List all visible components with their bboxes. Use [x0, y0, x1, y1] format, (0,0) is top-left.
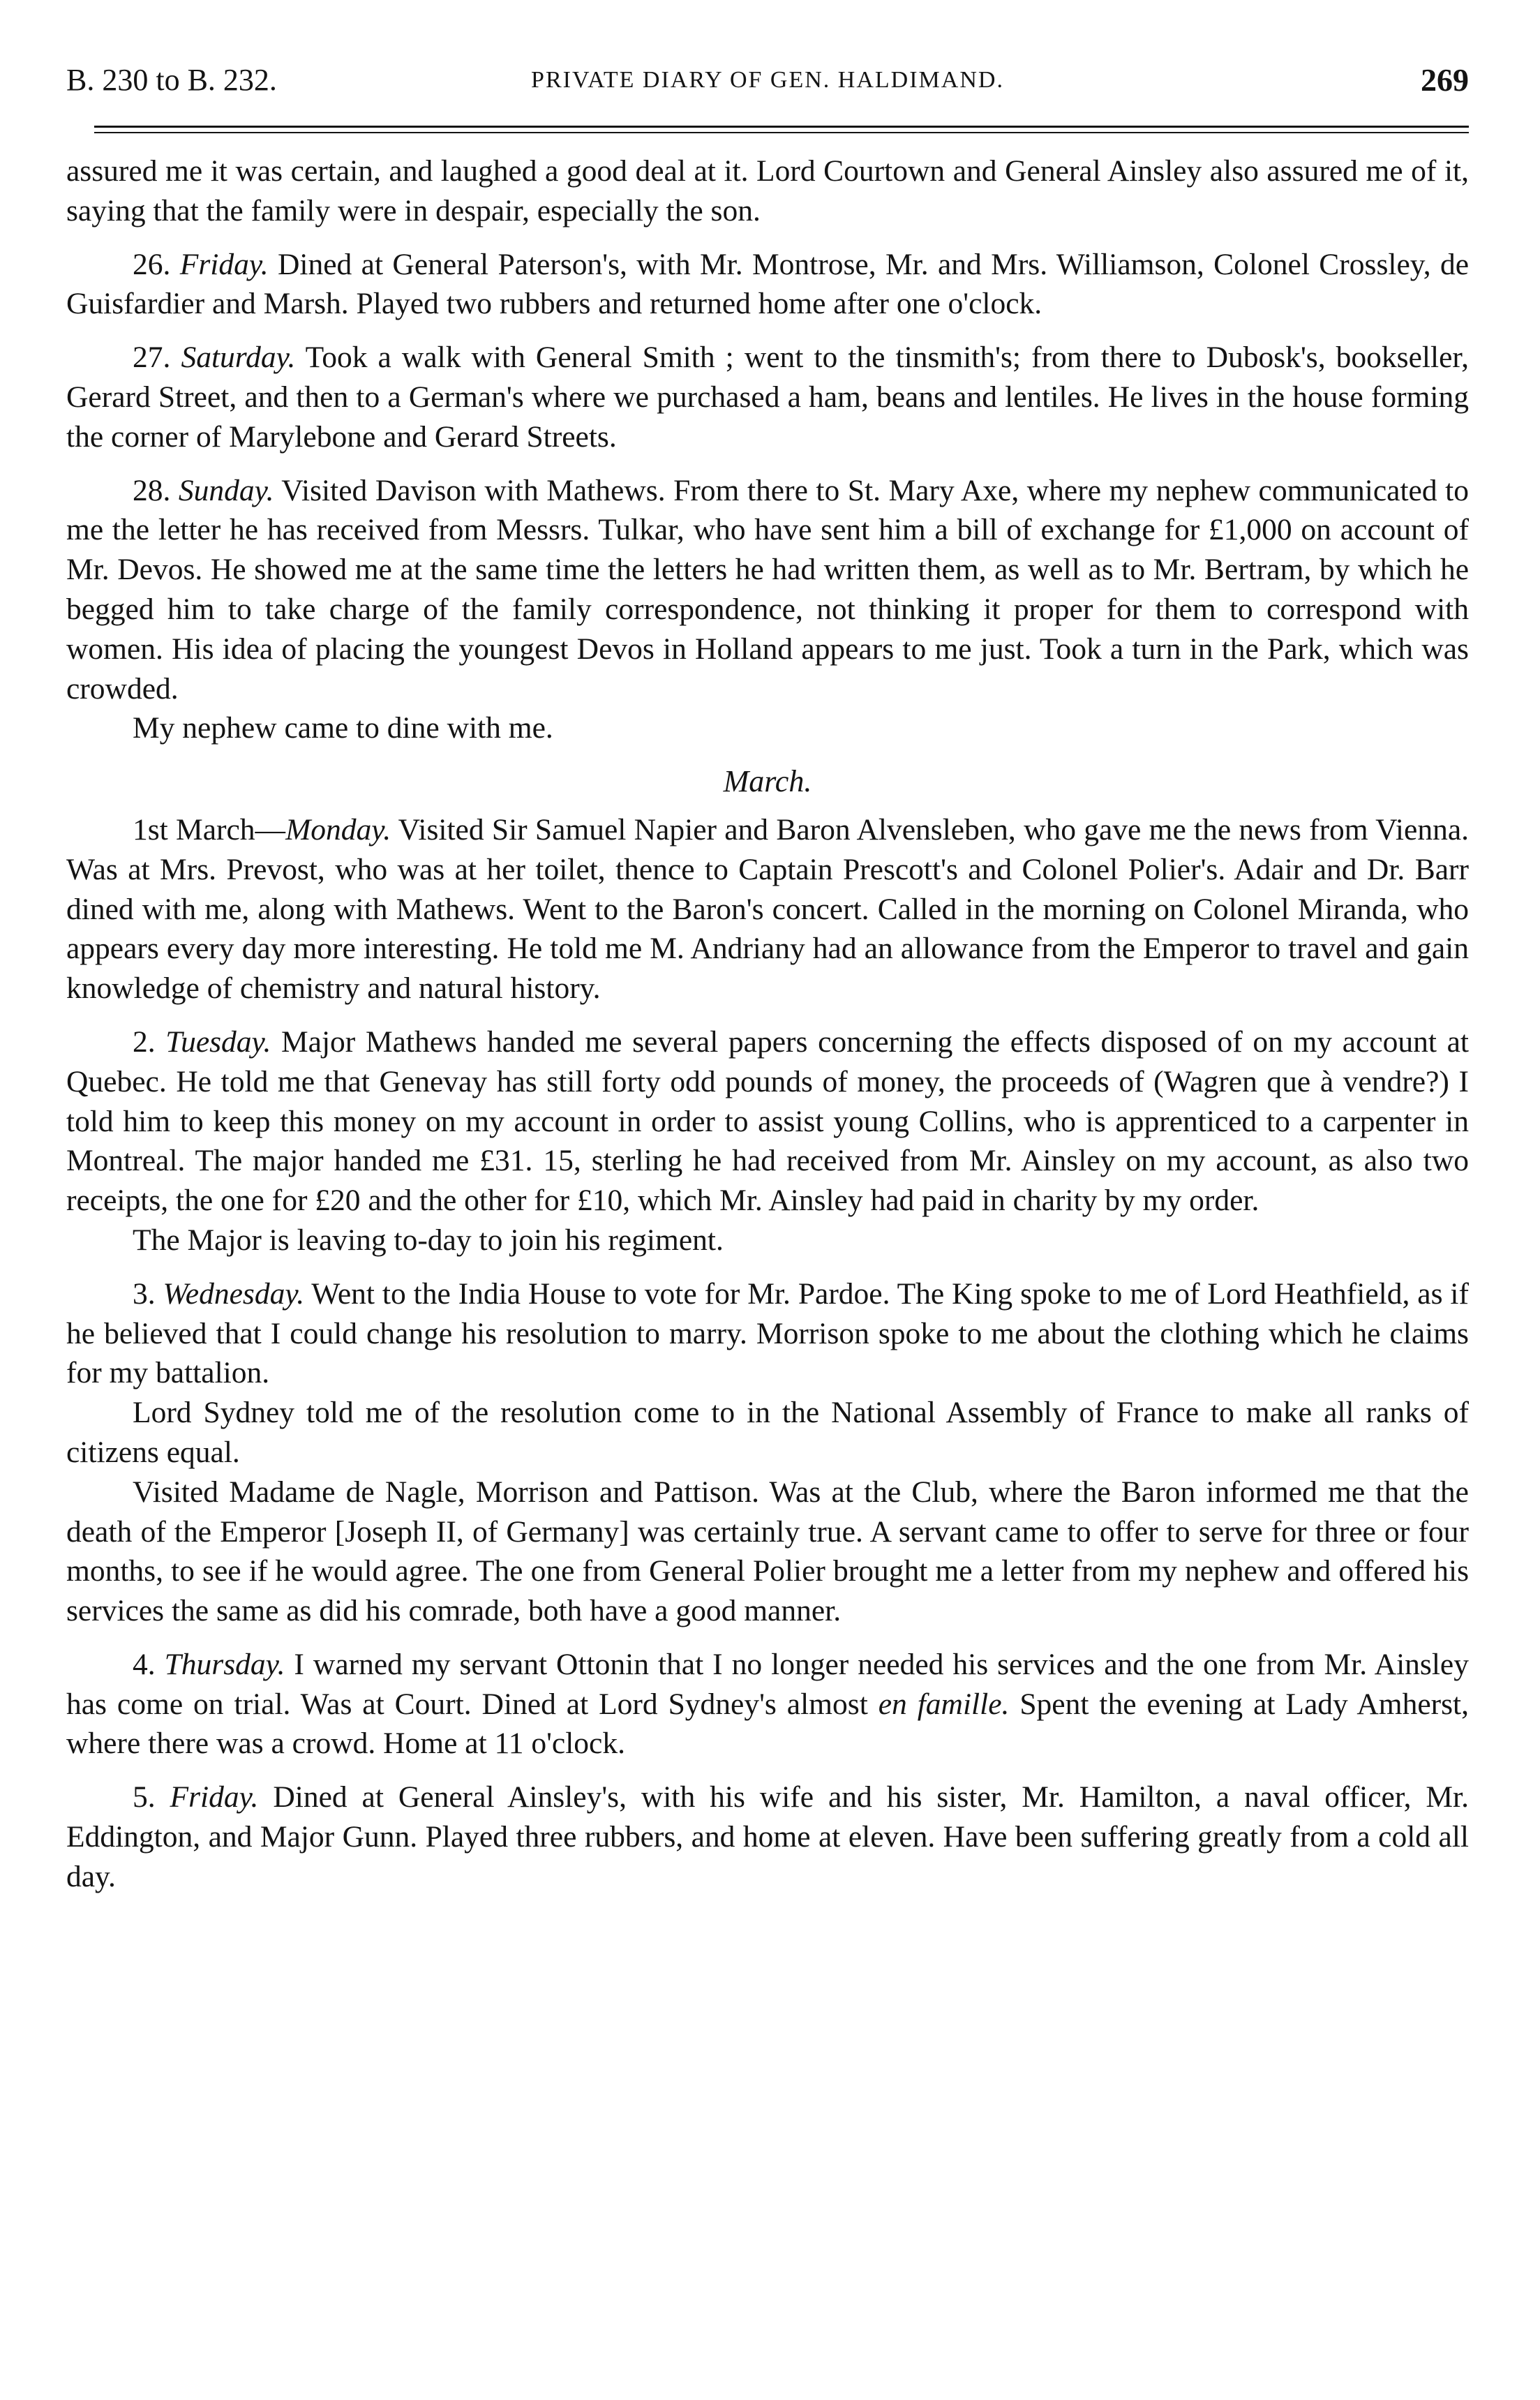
entry-text-continued: Spent the evening at Lady Amherst, where there was a crowd. Home at 11 o'clock. [66, 1687, 1469, 1761]
entry-day: Monday. [285, 812, 391, 847]
entry-day: Friday. [179, 247, 269, 281]
entry-date: 2. [133, 1024, 166, 1059]
entry-text: Dined at General Paterson's, with Mr. Montrose, Mr. and Mrs. Williamson, Colonel Crossley, de Guisfardier and Marsh. Played two rubbers and returned home after one o'clock. [66, 247, 1469, 321]
document-reference: B. 230 to B. 232. [66, 63, 277, 97]
paragraph-continued: assured me it was certain, and laughed a good deal at it. Lord Courtown and General Ainsley also assured me of it, saying that the family were in despair, especially the son. [66, 154, 1469, 228]
entry-text: I warned my servant Ottonin that I no longer needed his services and the one from Mr. Ainsley has come on trial. Was at Court. Dined at Lord Sydney's almost [66, 1647, 1469, 1721]
entry-text: Took a walk with General Smith ; went to the tinsmith's; from there to Dubosk's, bookseller, Gerard Street, and then to a German's where we purchased a ham, beans and lentiles. He lives in the house forming the corner of Marylebone and Gerard Streets. [66, 341, 1469, 454]
entry-day: Wednesday. [163, 1276, 305, 1311]
entry-mar-5 [66, 1777, 1469, 1896]
entry-feb-28-note: My nephew came to dine with me. [133, 711, 553, 745]
entry-text: Went to the India House to vote for Mr. Pardoe. The King spoke to me of Lord Heathfield, as if he believed that I could change his resolution to marry. Morrison spoke to me about the clothing which he claims for my battalion. [66, 1276, 1470, 1390]
entry-feb-27 [66, 338, 1469, 456]
document-page [66, 56, 1469, 2359]
entry-text: Visited Sir Samuel Napier and Baron Alvensleben, who gave me the news from Vienna. Was at Mrs. Prevost, who was at her toilet, thence to Captain Prescott's and Colonel Polier's. Adair and Dr. Barr dined with me, along with Mathews. Went to the Baron's concert. Called in the morning on Colonel Miranda, who appears every day more interesting. He told me M. Andriany had an allowance from the Emperor to travel and gain knowledge of chemistry and natural history. [66, 812, 1469, 1006]
entry-italic-phrase: en famille. [878, 1687, 1010, 1721]
running-title: PRIVATE DIARY OF GEN. HALDIMAND. [531, 67, 1004, 93]
entry-mar-1 [66, 810, 1469, 1008]
entry-mar-3-note-1: Lord Sydney told me of the resolution come to in the National Assembly of France to make all ranks of citizens equal. [66, 1396, 1469, 1469]
entry-date: 1st March— [133, 812, 286, 847]
entry-day: Saturday. [181, 341, 296, 375]
diary-text [66, 151, 1469, 1897]
entry-feb-26 [66, 245, 1469, 325]
page-number: 269 [1421, 62, 1469, 98]
header-rule [94, 126, 1469, 133]
entry-text: Dined at General Ainsley's, with his wife and his sister, Mr. Hamilton, a naval officer, Mr. Eddington, and Major Gunn. Played three rubbers, and home at eleven. Have been suffering greatly from a cold all day. [66, 1780, 1470, 1893]
entry-day: Thursday. [164, 1647, 285, 1681]
entry-date: 4. [133, 1647, 165, 1681]
entry-mar-2 [66, 1022, 1469, 1221]
entry-feb-28 [66, 471, 1469, 709]
entry-text: Visited Davison with Mathews. From there to St. Mary Axe, where my nephew communicated to me the letter he has received from Messrs. Tulkar, who have sent him a bill of exchange for £1,000 on account of Mr. Devos. He showed me at the same time the letters he had written them, as well as to Mr. Bertram, by which he begged him to take charge of the family correspondence, not thinking it proper for them to correspond with women. His idea of placing the youngest Devos in Holland appears to me just. Took a turn in the Park, which was crowded. [66, 473, 1469, 706]
entry-date: 5. [133, 1780, 170, 1814]
entry-date: 28. [133, 473, 179, 507]
entry-text: Major Mathews handed me several papers concerning the effects disposed of on my account at Quebec. He told me that Genevay has still forty odd pounds of money, the proceeds of (Wagren que à vendre?) I told him to keep this money on my account in order to assist young Collins, who is apprenticed to a carpenter in Montreal. The major handed me £31. 15, sterling he had received from Mr. Ainsley on my account, as also two receipts, the one for £20 and the other for £10, which Mr. Ainsley had paid in charity by my order. [66, 1024, 1469, 1218]
entry-date: 26. [133, 247, 180, 281]
entry-day: Tuesday. [165, 1024, 271, 1059]
entry-date: 27. [133, 341, 181, 375]
entry-date: 3. [133, 1276, 163, 1311]
entry-day: Sunday. [178, 473, 274, 507]
entry-mar-3 [66, 1274, 1469, 1393]
entry-mar-3-note-2: Visited Madame de Nagle, Morrison and Pattison. Was at the Club, where the Baron informed me that the death of the Emperor [Joseph II, of Germany] was certainly true. A servant came to offer to serve for three or four months, to see if he would agree. The one from General Polier brought me a letter from my nephew and offered his services the same as did his comrade, both have a good manner. [66, 1475, 1469, 1628]
page-header [66, 56, 1469, 105]
month-heading: March. [723, 764, 812, 799]
entry-mar-2-note: The Major is leaving to-day to join his regiment. [133, 1223, 724, 1257]
entry-day: Friday. [170, 1780, 259, 1814]
entry-mar-4 [66, 1645, 1469, 1764]
